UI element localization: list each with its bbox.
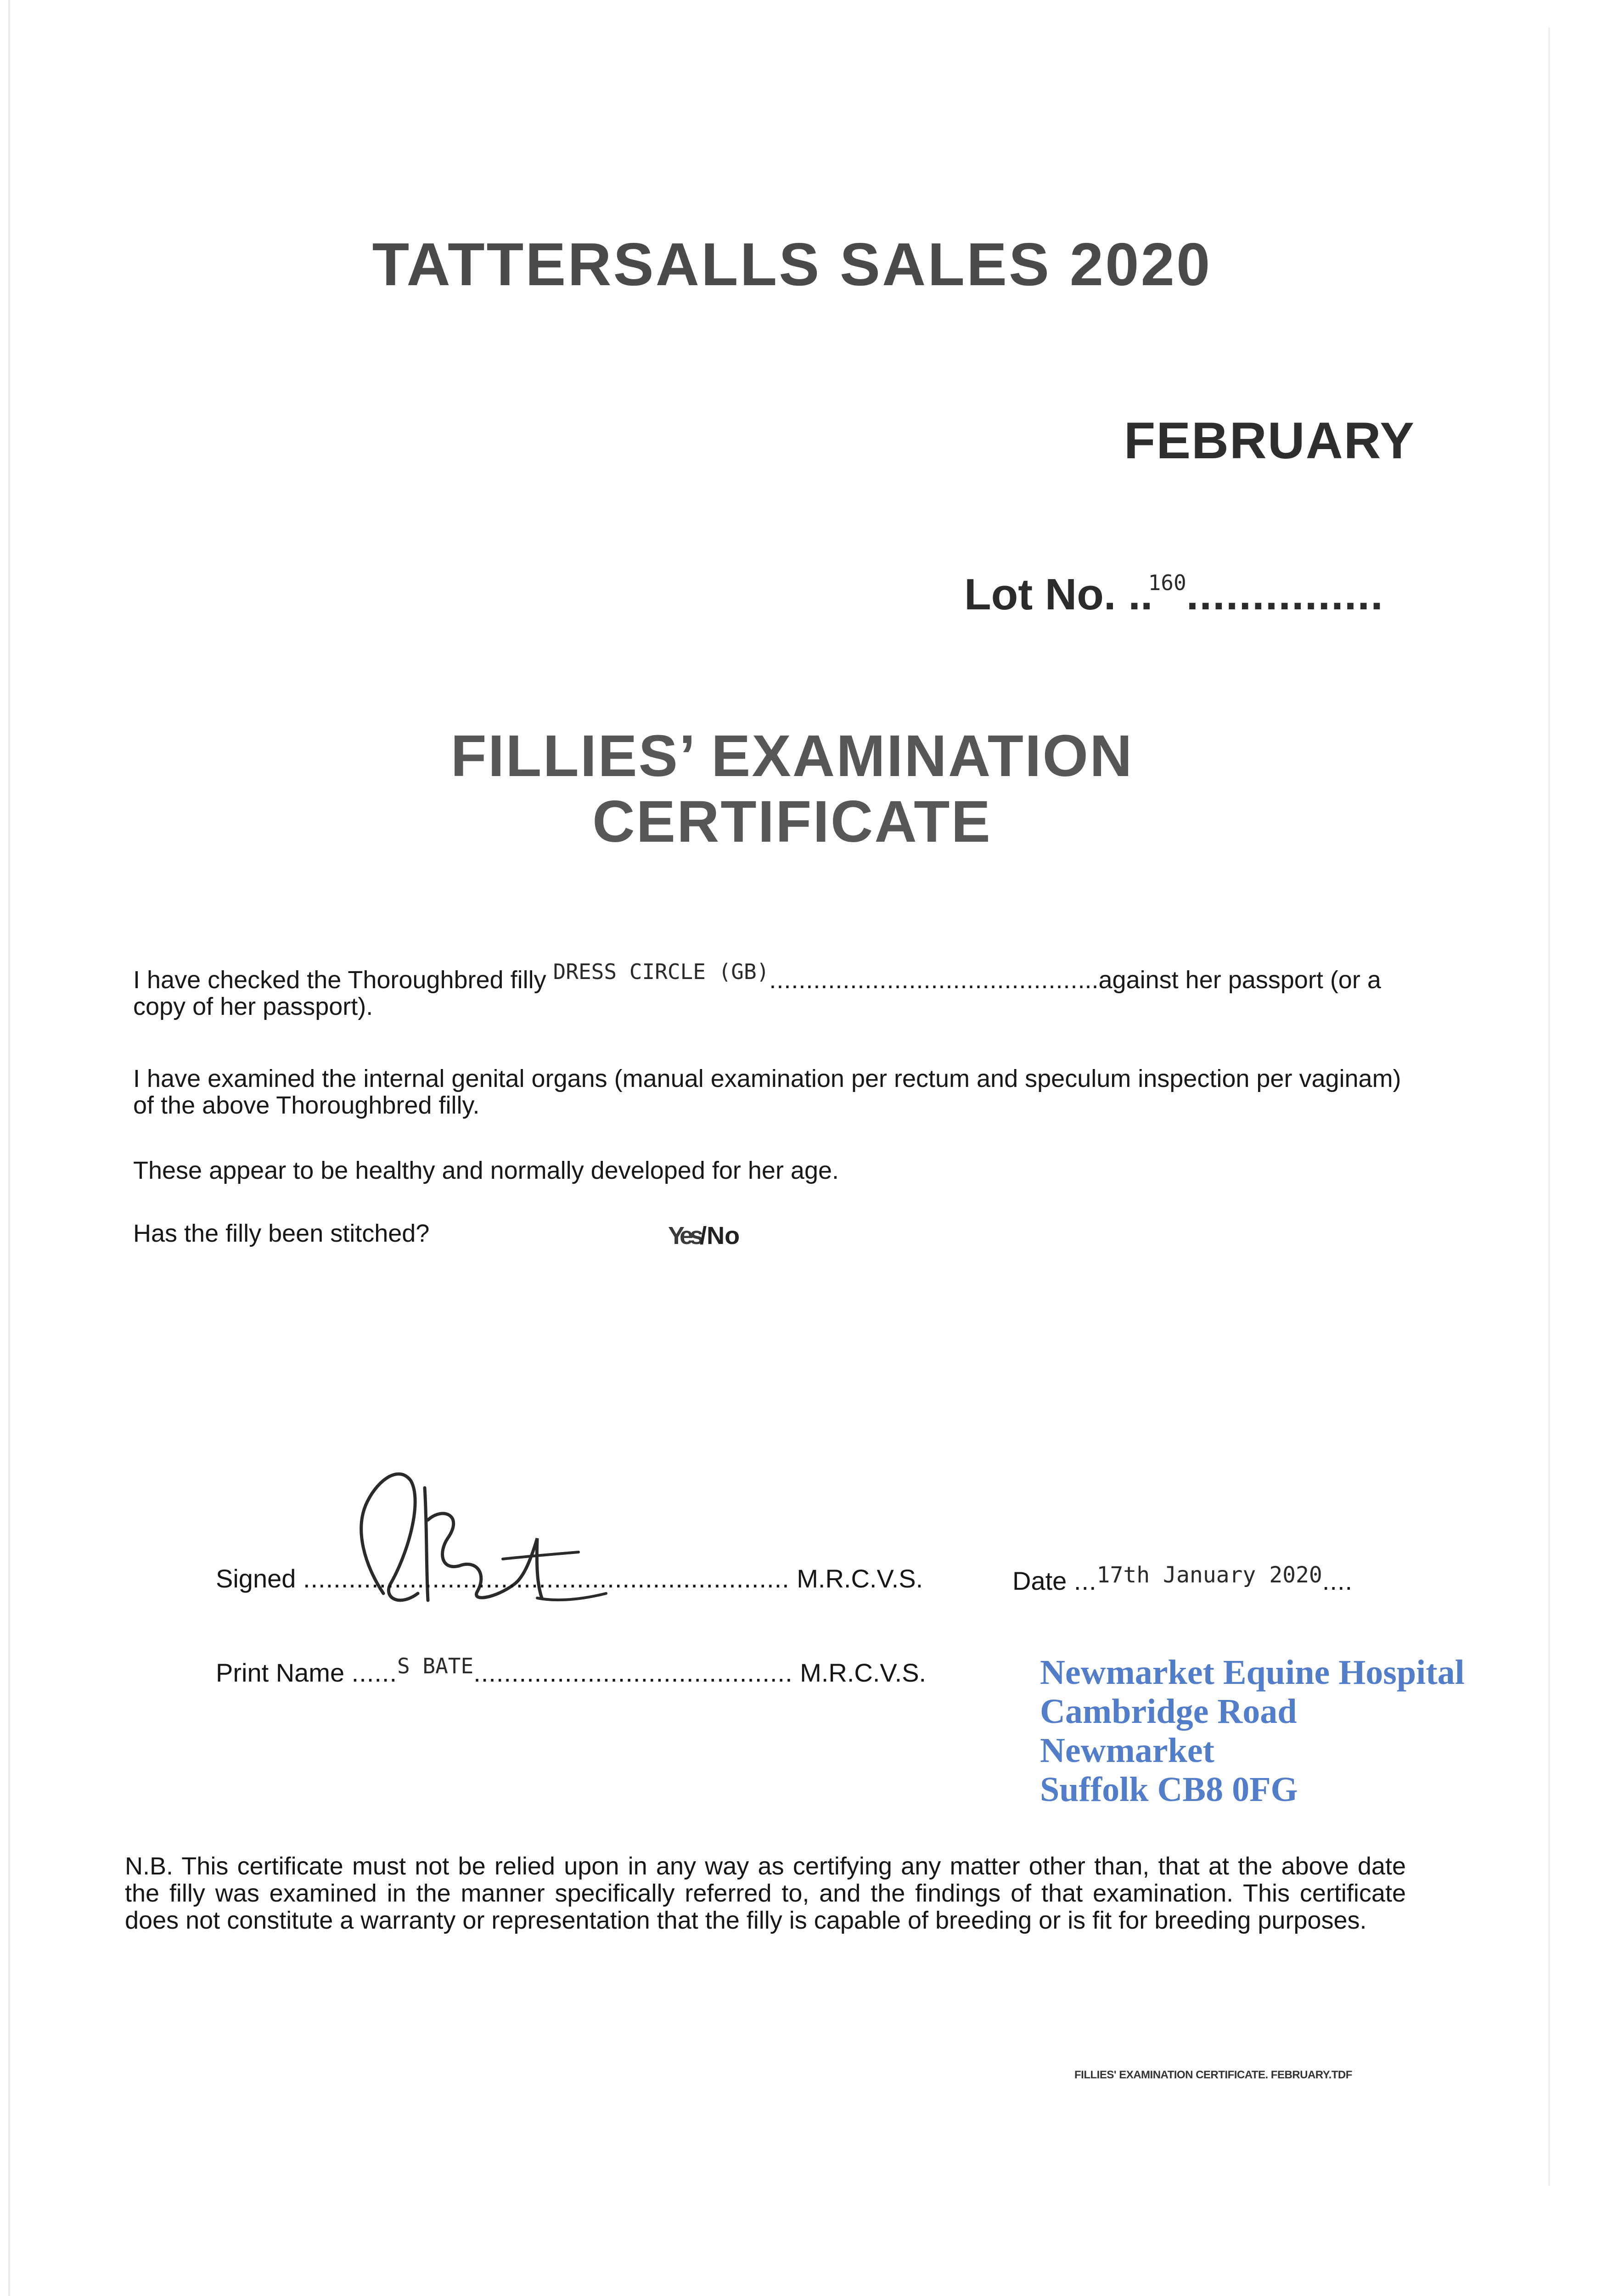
stamp-line-2: Cambridge Road: [1040, 1692, 1297, 1731]
date-value: 17th January 2020: [1096, 1562, 1322, 1588]
signed-label: Signed: [216, 1564, 296, 1593]
date-dots-post: ....: [1322, 1566, 1353, 1595]
p1-text-after: ...against her passport (or a copy of her passport).: [133, 966, 1381, 1021]
heading-line-1: FILLIES’ EXAMINATION: [450, 723, 1134, 789]
print-name-line: [216, 1654, 927, 1688]
passport-check-paragraph: [133, 959, 1419, 1021]
heading-line-2: CERTIFICATE: [592, 789, 992, 855]
stamp-line-1: Newmarket Equine Hospital: [1040, 1653, 1465, 1692]
lot-label: Lot No. ..: [964, 570, 1153, 619]
p1-dots: ..........................................: [769, 966, 1078, 994]
answer-separator: /: [700, 1222, 707, 1249]
signed-dots: ................................................................: [303, 1564, 790, 1593]
date-line: [1012, 1562, 1353, 1596]
date-dots-pre: ...: [1073, 1566, 1097, 1595]
stitched-answer: [668, 1221, 740, 1250]
healthy-statement: These appear to be healthy and normally developed for her age.: [133, 1157, 839, 1184]
p1-text-before: I have checked the Thoroughbred filly: [133, 966, 553, 994]
stamp-line-3: Newmarket: [1040, 1731, 1214, 1770]
answer-no: No: [707, 1222, 740, 1249]
scan-edge-left: [8, 0, 10, 2296]
sale-month: FEBRUARY: [1124, 412, 1415, 469]
examination-paragraph: I have examined the internal genital organs (manual examination per rectum and speculum inspection per vaginam) of the above Thoroughbred filly.: [133, 1065, 1401, 1120]
answer-struck-yes: Yes: [668, 1222, 700, 1249]
print-name-value: S BATE: [397, 1654, 474, 1678]
document-reference: FILLIES' EXAMINATION CERTIFICATE. FEBRUARY.TDF: [1074, 2069, 1352, 2081]
print-dots-pre: ......: [351, 1658, 398, 1687]
print-mrcvs: M.R.C.V.S.: [800, 1658, 927, 1687]
scan-edge-right: [1548, 28, 1550, 2186]
filly-name: DRESS CIRCLE (GB): [553, 959, 770, 984]
sales-title: TATTERSALLS SALES 2020: [372, 231, 1212, 298]
signed-line: [216, 1564, 923, 1593]
certificate-heading: [0, 723, 1584, 855]
stamp-line-4: Suffolk CB8 0FG: [1040, 1770, 1298, 1809]
disclaimer-note: N.B. This certificate must not be relied upon in any way as certifying any matter other than, that at the above date the filly was examined in the manner specifically referred to, and the findings of that examination. This certificate does not constitute a warranty or representation that the filly is capable of breeding or is fit for breeding purposes.: [125, 1852, 1406, 1934]
hospital-stamp: [1040, 1653, 1465, 1809]
print-name-label: Print Name: [216, 1658, 345, 1687]
signed-mrcvs: M.R.C.V.S.: [797, 1564, 923, 1593]
lot-value: 160: [1148, 570, 1186, 595]
date-label: Date: [1012, 1566, 1067, 1595]
lot-number-line: [964, 569, 1384, 620]
stitched-question: Has the filly been stitched?: [133, 1220, 430, 1247]
print-dots-post: ..........................................: [473, 1658, 793, 1687]
lot-dots: ...............: [1186, 570, 1384, 619]
